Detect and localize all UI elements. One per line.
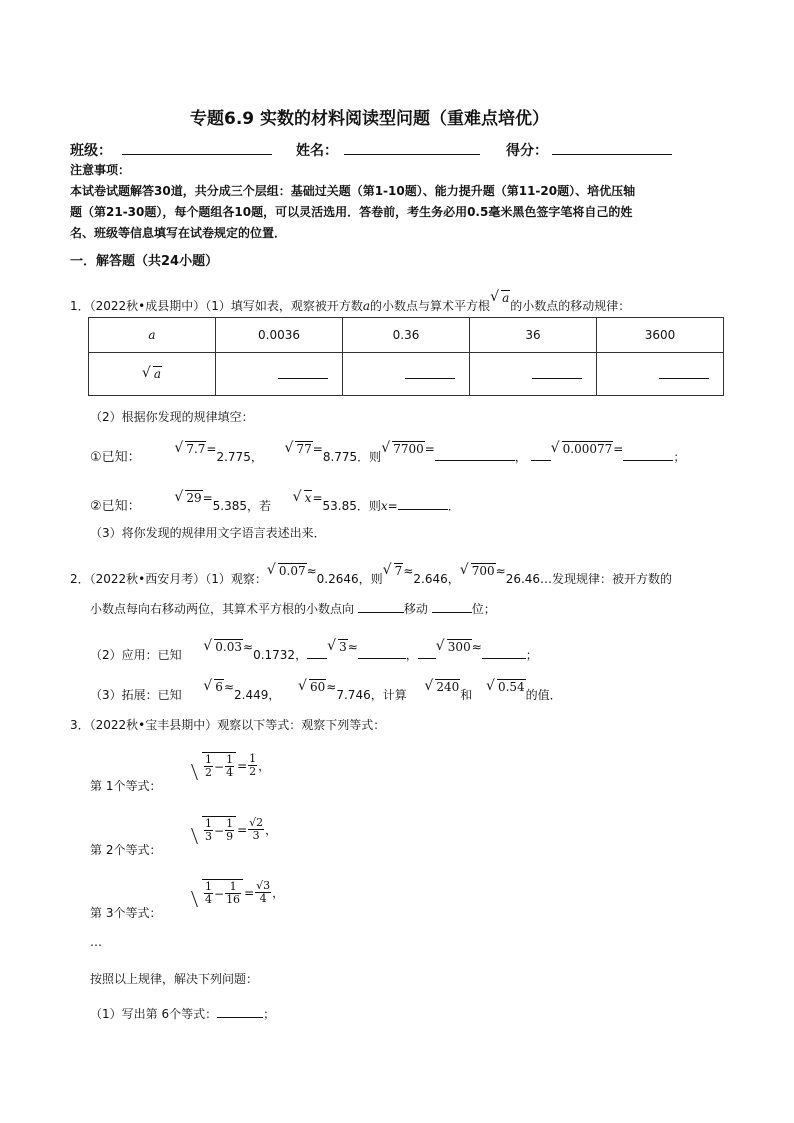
q2-blank-sqrt300[interactable] (482, 644, 526, 659)
q3-rule: 按照以上规律，解决下列问题： (90, 972, 259, 986)
score-label: 得分： (506, 143, 548, 159)
q2-blank-sqrt3[interactable] (358, 644, 406, 659)
notice-line-3: 名、班级等信息填写在试卷规定的位置． (70, 226, 287, 240)
q1-blank-x[interactable] (398, 495, 448, 510)
q1-part3: （3）将你发现的规律用文字语言表述出来． (90, 526, 326, 540)
table-cell-value-2: 0.36 (343, 318, 470, 353)
q3-eq1: $\frac{1}{2}$ − $\frac{1}{4}$ = $\frac{1}{2}$ ， (190, 752, 271, 779)
table-header-a: a (89, 318, 216, 353)
q1-intro-a: a (362, 299, 371, 313)
q1-intro-text: 1．（2022秋•成县期中）（1）填写如表，观察被开方数 (70, 299, 363, 313)
table-header-sqrt-a: √ a (89, 353, 216, 396)
q2-part2: （2）应用：已知 √ 0.03≈0.1732，√ 3≈，√ 300≈； (90, 644, 538, 663)
score-field[interactable] (552, 140, 672, 155)
q2-line1: 2．（2022秋•西安月考）（1）观察：√ 0.07≈0.2646，则√ 7≈2.646，√ 700≈26.46…发现规律：被开方数的 (70, 570, 672, 587)
table-cell-value-1: 0.0036 (216, 318, 343, 353)
q1-intro-end: 的小数点的移动规律： (510, 299, 631, 313)
q3-eq3: $\frac{1}{4}$ − $\frac{1}{16}$ = $\frac{√3}{4}$ ， (190, 879, 285, 906)
section-heading: 一．解答题（共24小题） (70, 254, 219, 269)
q1-line2: ②已知： √ 29=5.385，若 √ x=53.85．则x= ． (90, 495, 460, 514)
q2-blank-lead-1[interactable] (307, 644, 327, 659)
q3-eq3-label: 第 3个等式： (90, 906, 162, 920)
class-label: 班级： (70, 143, 112, 159)
table-answer-1[interactable] (216, 353, 343, 396)
q1-part2: （2）根据你发现的规律填空： (90, 410, 254, 424)
q1-table (88, 317, 724, 396)
notice-line-1: 本试卷试题解答30道，共分成三个层组：基础过关题（第1-10题）、能力提升题（第11-20题）、培优压轴 (70, 184, 636, 198)
q1-blank-lead[interactable] (531, 446, 551, 461)
name-field[interactable] (344, 140, 480, 155)
name-label: 姓名： (296, 143, 338, 159)
q3-eq2-label: 第 2个等式： (90, 843, 162, 857)
notice-heading: 注意事项： (70, 163, 131, 177)
q1-line1: ①已知： √ 7.7=2.775， √ 77=8.775．则√ 7700=， √ 0.00077=； (90, 446, 685, 465)
q1-blank-000077[interactable] (623, 446, 673, 461)
page-title: 专题6.9 实数的材料阅读型问题（重难点培优） (190, 109, 550, 129)
q2-blank-direction[interactable] (358, 598, 404, 613)
q1-sqrt-a: √ a (490, 291, 510, 305)
q3-eq1-label: 第 1个等式： (90, 779, 162, 793)
q2-line2: 小数点每向右移动两位，其算术平方根的小数点向 移动 位； (90, 598, 496, 617)
q3-eq2: $\frac{1}{3}$ − $\frac{1}{9}$ = $\frac{√2}{3}$ ， (190, 816, 278, 843)
q3-blank-eq6[interactable] (217, 1003, 263, 1018)
q2-part3: （3）拓展：已知 √ 6≈2.449， √ 60≈7.746，计算 √ 240和 √ 0.54的值． (90, 686, 562, 703)
q3-intro: 3．（2022秋•宝丰县期中）观察以下等式：观察下列等式： (70, 718, 386, 732)
table-cell-value-3: 36 (470, 318, 597, 353)
q3-part1: （1）写出第 6个等式： ； (90, 1003, 275, 1022)
table-answer-3[interactable] (470, 353, 597, 396)
q1-intro-mid: 的小数点与算术平方根 (370, 299, 491, 313)
q1-blank-7700[interactable] (435, 446, 515, 461)
notice-line-2: 题（第21-30题），每个题组各10题，可以灵活选用．答卷前，考生务必用0.5毫米黑色签字笔将自己的姓 (70, 205, 633, 219)
table-cell-value-4: 3600 (597, 318, 724, 353)
q3-dots: … (90, 935, 102, 949)
class-field[interactable] (122, 140, 272, 155)
table-answer-2[interactable] (343, 353, 470, 396)
table-answer-4[interactable] (597, 353, 724, 396)
q1-intro (70, 291, 631, 314)
q2-blank-lead-2[interactable] (418, 644, 436, 659)
q2-blank-places[interactable] (432, 598, 472, 613)
